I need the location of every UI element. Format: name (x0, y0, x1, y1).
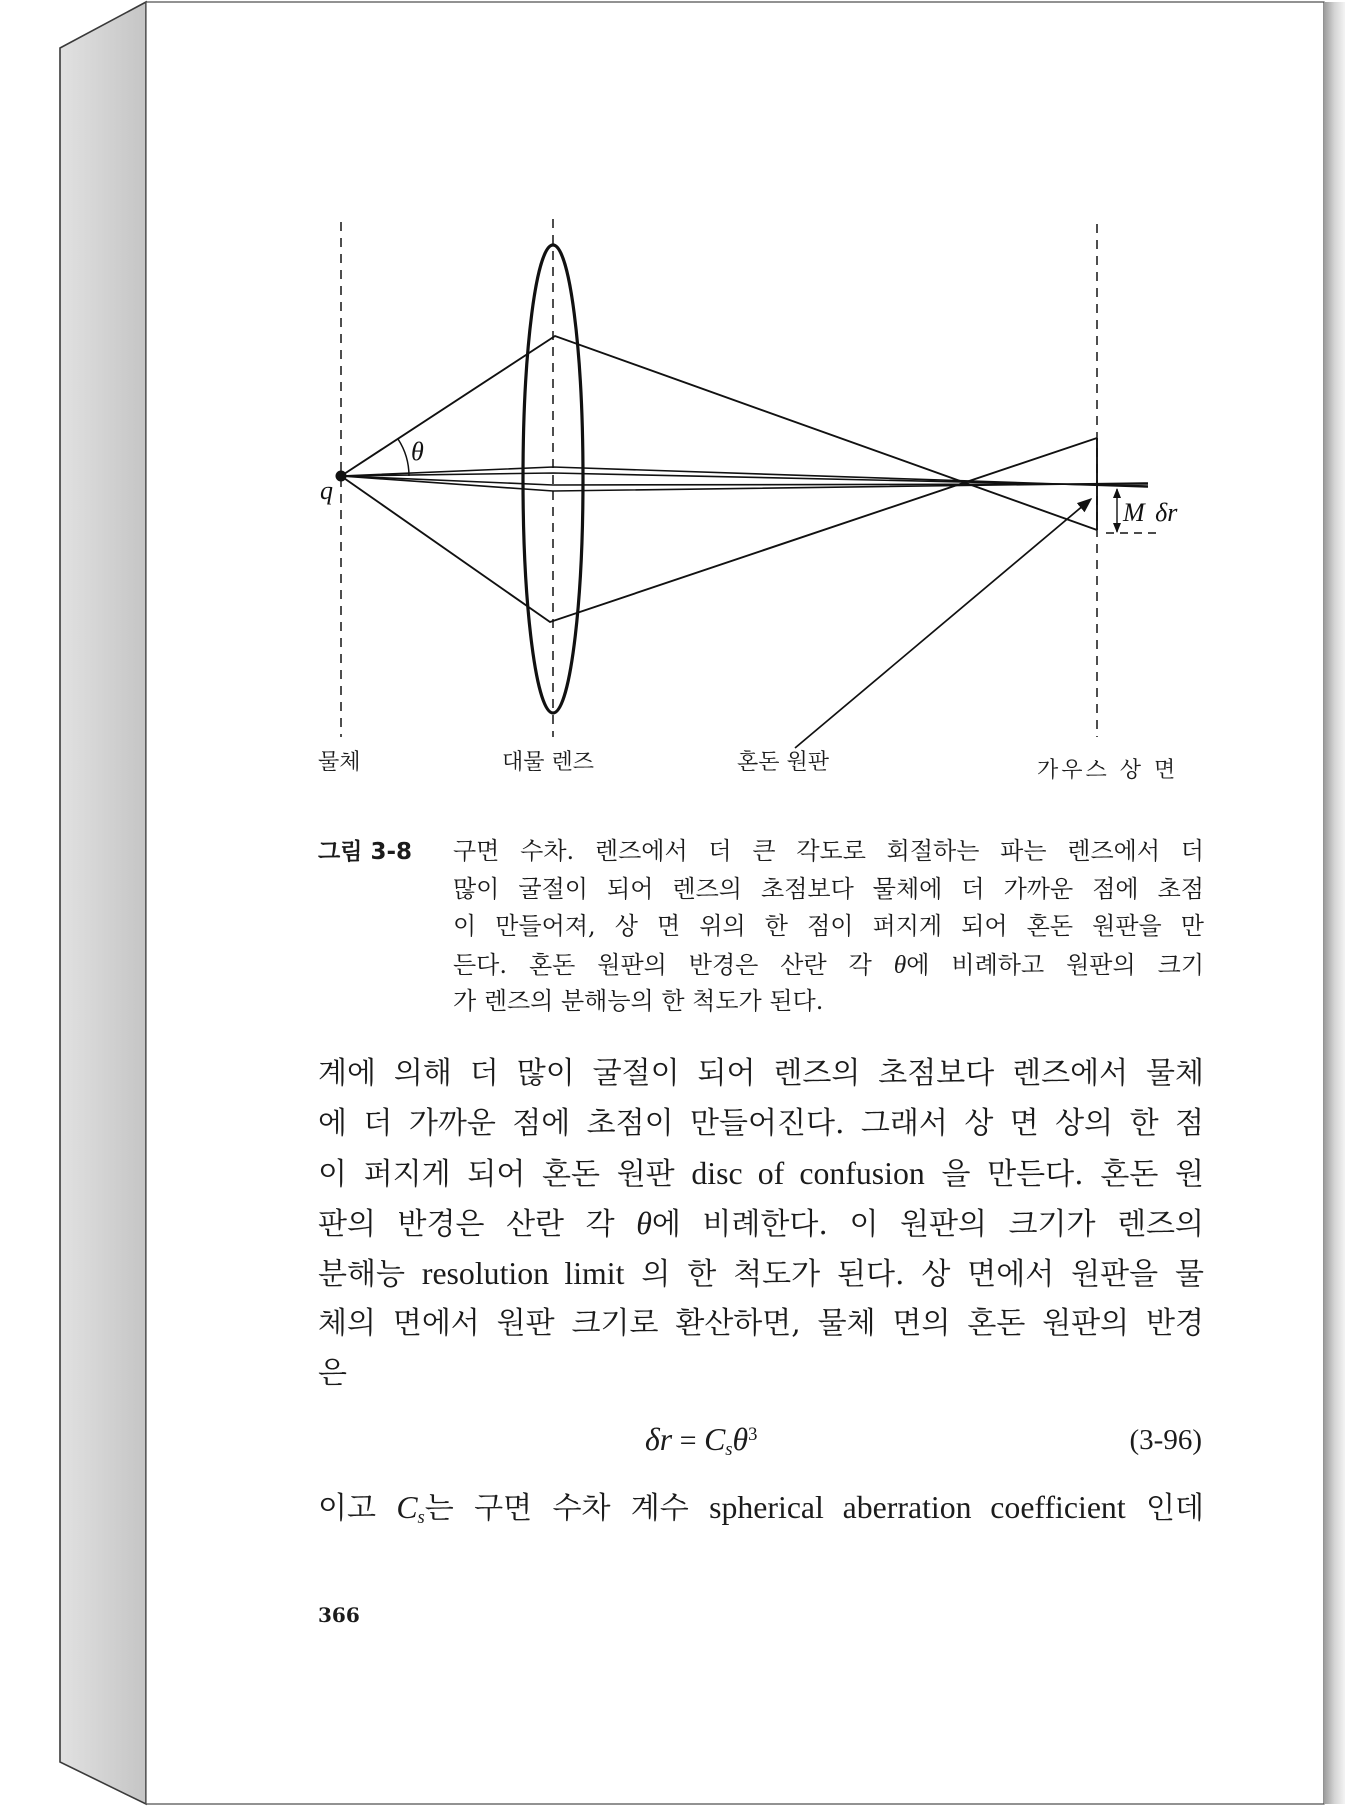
label-object: 물체 (318, 750, 361, 775)
q-label: q (320, 476, 333, 505)
equation-row (318, 1418, 1204, 1462)
caption-line (453, 983, 1204, 1021)
body-text-segment: 의 한 척도가 된다. 상 면에서 원판을 물 (624, 1257, 1204, 1292)
caption-text-segment: 이 만들어져, 상 면 위의 한 점이 퍼지게 되어 혼돈 원판을 만 (453, 912, 1204, 940)
body-text-segment: 을 만든다. 혼돈 원 (924, 1157, 1204, 1192)
equation-theta-exponent: 3 (748, 1423, 758, 1445)
caption-text-segment: 많이 굴절이 되어 렌즈의 초점보다 물체에 더 가까운 점에 초점 (453, 874, 1204, 903)
spherical-aberration-figure (0, 0, 1346, 820)
latin-term: resolution limit (421, 1256, 625, 1291)
equation (645, 1418, 757, 1463)
caption-line (453, 833, 1204, 871)
body-text-segment: 판의 반경은 산란 각 (318, 1207, 637, 1242)
body-line (318, 1049, 1204, 1099)
body-text-segment: 인데 (1125, 1491, 1204, 1526)
body-line (318, 1099, 1204, 1149)
body-text-segment: 은 (318, 1356, 347, 1391)
body-text-segment: 계에 의해 더 많이 굴절이 되어 렌즈의 초점보다 렌즈에서 물체 (318, 1056, 1204, 1091)
equation-c: C (704, 1422, 726, 1457)
latin-term: disc of confusion (691, 1156, 925, 1191)
caption-line (453, 908, 1204, 946)
page-number: 366 (318, 1603, 360, 1627)
body-text-segment: 분해능 (318, 1257, 422, 1292)
body-line (318, 1299, 1204, 1349)
caption-text-segment: 가 렌즈의 분해능의 한 척도가 된다. (453, 987, 824, 1015)
m-symbol: M (1123, 498, 1145, 527)
equation-equals: = (672, 1424, 705, 1457)
body-text-segment: 이고 (318, 1491, 397, 1526)
object-point-q (336, 471, 347, 482)
post-equation-paragraph (318, 1483, 1204, 1533)
body-line (318, 1249, 1204, 1299)
body-paragraph (318, 1049, 1204, 1399)
label-objective-lens: 대물 렌즈 (502, 750, 595, 775)
cs-subscript: s (417, 1507, 425, 1529)
caption-text-segment: 든다. 혼돈 원판의 반경은 산란 각 (453, 950, 894, 979)
disc-pointer-arrow (795, 499, 1091, 748)
caption-text-segment: 구면 수차. 렌즈에서 더 큰 각도로 회절하는 파는 렌즈에서 더 (453, 837, 1204, 865)
caption-line (453, 871, 1204, 909)
equation-c-subscript: s (725, 1439, 733, 1461)
marginal-ray-upper (341, 336, 1097, 530)
body-line (318, 1199, 1204, 1249)
latin-term: spherical aberration coefficient (709, 1490, 1126, 1525)
equation-theta: θ (732, 1422, 749, 1457)
figure-caption (453, 833, 1204, 1021)
equation-lhs: δr (645, 1422, 673, 1457)
body-text-segment: 이 퍼지게 되어 혼돈 원판 (318, 1157, 692, 1192)
marginal-ray-lower (341, 438, 1097, 622)
delta-r-symbol: δr (1155, 498, 1178, 527)
body-line (318, 1483, 1204, 1533)
cs-symbol: C (396, 1490, 418, 1525)
m-delta-r-label (1122, 498, 1178, 527)
body-text-segment: 에 비례한다. 이 원판의 크기가 렌즈의 (651, 1207, 1204, 1242)
body-text-segment: 체의 면에서 원판 크기로 환산하면, 물체 면의 혼돈 원판의 반경 (318, 1306, 1204, 1341)
theta-label: θ (411, 437, 424, 466)
label-gaussian-image-plane: 가우스 상 면 (1037, 758, 1179, 783)
figure-number: 그림 3-8 (318, 839, 412, 865)
theta-arc (398, 439, 409, 476)
theta-symbol: θ (636, 1206, 652, 1241)
equation-number: (3-96) (1129, 1424, 1202, 1456)
body-line (318, 1349, 1204, 1399)
body-line (318, 1149, 1204, 1199)
theta-symbol: θ (893, 949, 907, 979)
caption-line (453, 946, 1204, 984)
label-disc-of-confusion: 혼돈 원판 (737, 750, 830, 775)
caption-text-segment: 에 비례하고 원판의 크기 (906, 950, 1204, 979)
body-text-segment: 에 더 가까운 점에 초점이 만들어진다. 그래서 상 면 상의 한 점 (318, 1106, 1204, 1141)
body-text-segment: 는 구면 수차 계수 (424, 1491, 710, 1526)
